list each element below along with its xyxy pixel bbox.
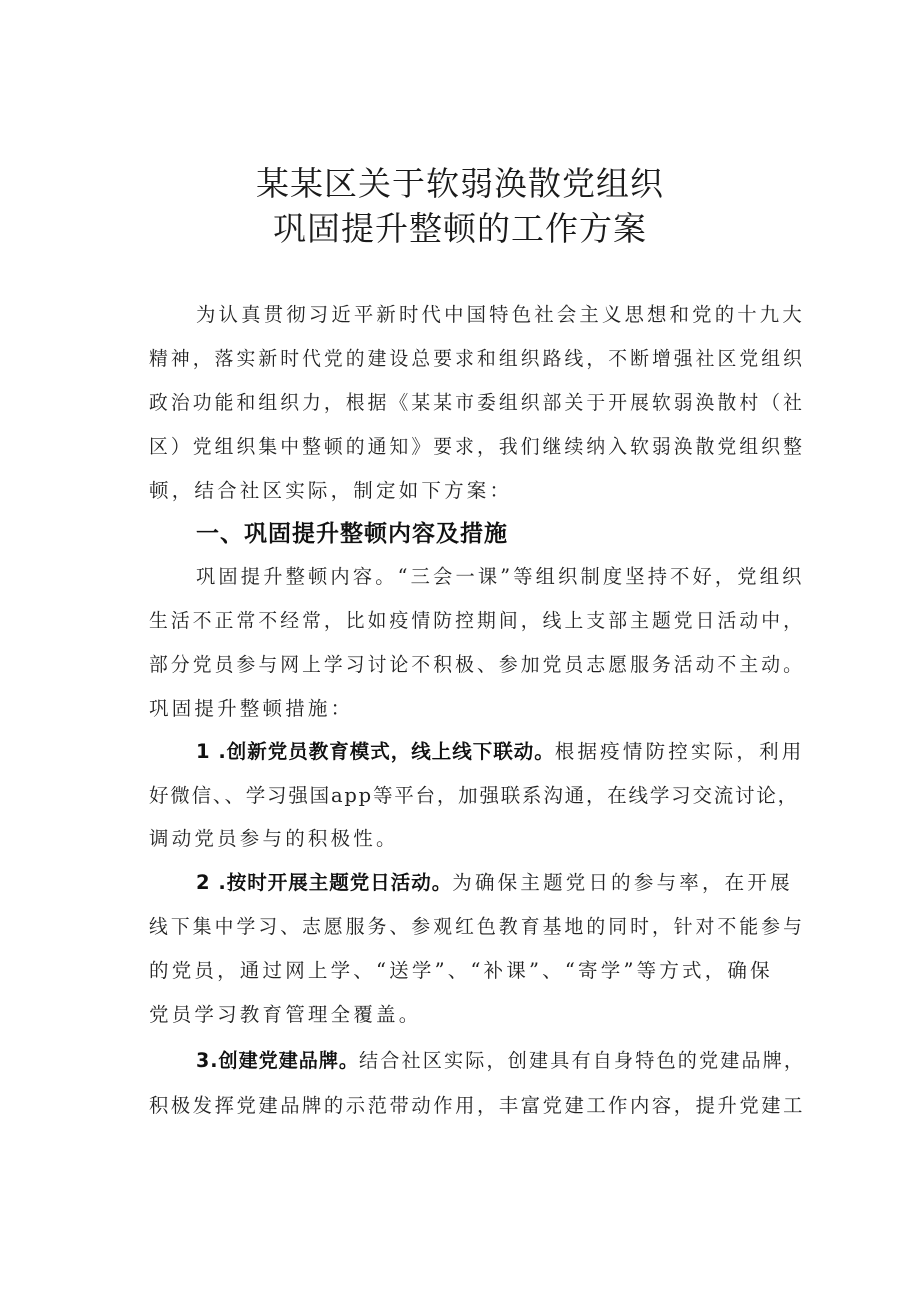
section-content-line: 巩固提升整顿内容。“三会一课”等组织制度坚持不好，党组织 bbox=[196, 565, 805, 588]
section-content-line: 生活不正常不经常，比如疫情防控期间，线上支部主题党日活动中， bbox=[149, 609, 806, 632]
item-3-line-1-rest: 结合社区实际，创建具有自身特色的党建品牌， bbox=[359, 1049, 806, 1072]
item-1-line-3: 调动党员参与的积极性。 bbox=[149, 827, 399, 850]
item-2-lead: 2 .按时开展主题党日活动。 bbox=[196, 871, 453, 894]
item-1-line-1 bbox=[196, 736, 804, 764]
item-2-line-4: 党员学习教育管理全覆盖。 bbox=[149, 1003, 422, 1026]
item-1-lead: 1 .创新党员教育模式，线上线下联动。 bbox=[196, 740, 555, 763]
item-3-line-2: 积极发挥党建品牌的示范带动作用，丰富党建工作内容，提升党建工 bbox=[149, 1094, 805, 1117]
item-1-line-2: 好微信、、学习强国app等平台，加强联系沟通，在线学习交流讨论， bbox=[149, 784, 799, 807]
intro-line: 政治功能和组织力，根据《某某市委组织部关于开展软弱涣散村（社 bbox=[149, 391, 806, 414]
document-title-line-1: 某某区关于软弱涣散党组织 bbox=[256, 164, 664, 203]
section-content-line: 巩固提升整顿措施： bbox=[149, 697, 354, 720]
intro-line: 为认真贯彻习近平新时代中国特色社会主义思想和党的十九大 bbox=[196, 303, 805, 326]
intro-line: 精神，落实新时代党的建设总要求和组织路线，不断增强社区党组织 bbox=[149, 347, 806, 370]
item-3-line-1 bbox=[196, 1045, 805, 1073]
item-3-lead: 3.创建党建品牌。 bbox=[196, 1049, 360, 1072]
intro-line: 区）党组织集中整顿的通知》要求，我们继续纳入软弱涣散党组织整 bbox=[149, 435, 806, 458]
document-title-line-2: 巩固提升整顿的工作方案 bbox=[273, 209, 647, 248]
item-2-line-1 bbox=[196, 867, 793, 895]
item-2-line-2: 线下集中学习、志愿服务、参观红色教育基地的同时，针对不能参与 bbox=[149, 915, 806, 938]
section-heading: 一、巩固提升整顿内容及措施 bbox=[196, 521, 508, 547]
item-2-line-1-rest: 为确保主题党日的参与率，在开展 bbox=[452, 871, 793, 894]
item-1-line-1-rest: 根据疫情防控实际，利用 bbox=[554, 740, 805, 763]
section-content-line: 部分党员参与网上学习讨论不积极、参加党员志愿服务活动不主动。 bbox=[149, 653, 806, 676]
item-2-line-3: 的党员，通过网上学、“送学”、“补课”、“寄学”等方式，确保 bbox=[149, 959, 773, 982]
intro-line: 顿，结合社区实际，制定如下方案： bbox=[149, 479, 513, 502]
